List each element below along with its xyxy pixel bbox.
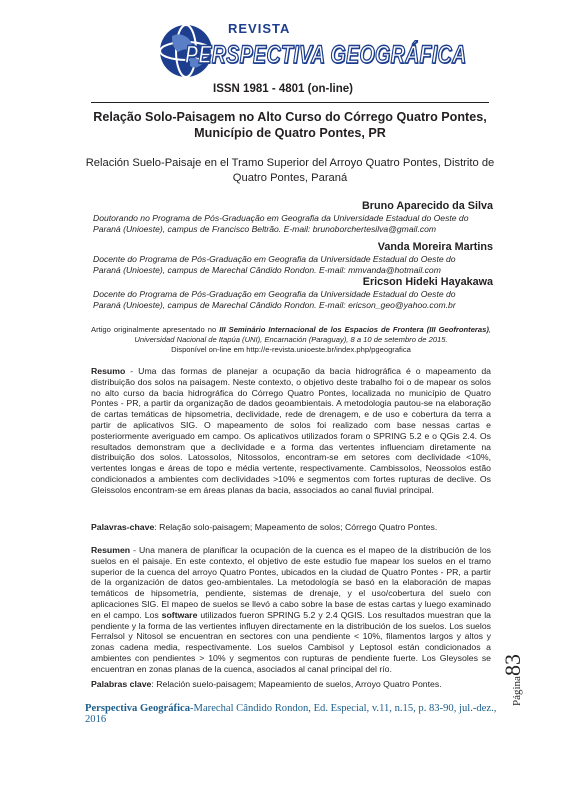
abstract-text: - Uma das formas de planejar a ocupação da bacia hidrográfica é o mapeamento da distribuição dos solos na paisagem. Neste contexto, o objetivo deste trabalho foi o de mapear os solos no alto curso da bacia hidrográfica do Córrego Quatro Pontes, localizada no município de Quatro Pontes - PR, a partir da organização de dados geoambientais. A metodologia pautou-se na elaboração de cartas temáticas de hipsometria, declividade, rede de drenagem, e de uso e cobertura da terra a partir de aplicativos SIG. O mapeamento de solos foi realizado com base nessas cartas e posteriormente averiguado em campo. Os aplicativos utilizados foram o SPRING 5.2 e o QGis 2.4. Os resultados demonstram que a declividade e a forma das vertentes influenciam diretamente na distribuição dos solos. Latossolos, Nitossolos, encontram-se em setores com declividade <10%, vertentes longas e áreas de topo e média vertente, respectivamente. Cambissolos, Neossolos estão condicionados a ambientes com declividades >10% e segmentos com fortes rupturas de declive. Os Gleissolos encontram-se em áreas planas da bacia, associados ao canal fluvial principal.: [91, 366, 491, 495]
note-prefix: Artigo originalmente apresentado no: [91, 325, 217, 334]
keywords-text: : Relação solo-paisagem; Mapeamento de solos; Córrego Quatro Pontes.: [154, 522, 438, 532]
logo-title-text: PERSPECTIVA GEOGRÁFICA: [185, 41, 467, 69]
page-label: Página: [511, 676, 523, 706]
abstract-es-software: software: [161, 609, 198, 620]
note-suffix: , Universidad Nacional de Itapúa (UNI), Encarnación (Paraguay), 8 a 10 de setembro de 2015.: [134, 325, 491, 344]
abstract-label: Resumo: [91, 366, 126, 376]
journal-footer: [85, 703, 505, 725]
article-title-spanish: [80, 156, 500, 185]
author-affiliation: [93, 254, 499, 276]
abstract-es-label: Resumen: [91, 545, 131, 555]
author-affiliation-line: Docente do Programa de Pós-Graduação em Geografia da Universidade Estadual do Oeste do: [93, 289, 456, 299]
keywords-label: Palavras-chave: [91, 522, 155, 532]
author-affiliation: [93, 213, 499, 235]
keywords-es-label: Palabras clave: [91, 679, 152, 689]
author-affiliation-line: Paraná (Unioeste), campus de Marechal Cândido Rondon. E-mail: ericson_geo@yahoo.com.br: [93, 300, 456, 310]
abstract-portuguese: [91, 366, 491, 496]
author-name: Vanda Moreira Martins: [377, 241, 493, 253]
logo-revista-text: REVISTA: [228, 21, 291, 36]
footer-citation: -Marechal Cândido Rondon, Ed. Especial, v.11, n.15, p. 83-90, jul.-dez., 2016: [85, 703, 497, 725]
article-title-line-1: Relação Solo-Paisagem no Alto Curso do Córrego Quatro Pontes,: [93, 110, 487, 124]
footer-journal-name: Perspectiva Geográfica: [85, 703, 191, 714]
keywords-es-text: : Relación suelo-paisagem; Mapeamiento de suelos, Arroyo Quatro Pontes.: [151, 679, 442, 689]
author-affiliation: [93, 289, 499, 311]
abstract-es-text-a: - Una manera de planificar la ocupación de la cuenca es el mapeo de la distribución de los suelos en el paisaje. En este contexto, el objetivo de este estudio fue mapear los suelos en el tramo superior de la cuenca del arroyo Quatro Pontes, ubicados en la ciudad de Quatro Pontes - PR, a partir de la organización de datos geo-ambientales. La metodología se basó en la elaboración de mapas temáticos de hipsometría, pendiente, sistemas de drenaje, y el uso/cobertura del suelo con aplicaciones SIG. El mapeo de suelos se llevó a cabo sobre la base de estas cartas y luego examinado en el campo. Los: [91, 545, 491, 620]
presentation-note: [91, 325, 491, 345]
author-affiliation-line: Paraná (Unioeste), campus de Marechal Cândido Rondon. E-mail: mmvanda@hotmail.com: [93, 265, 441, 275]
header-divider: [91, 102, 489, 103]
keywords-portuguese: [91, 522, 491, 533]
author-affiliation-line: Paraná (Unioeste), campus de Francisco Beltrão. E-mail: brunoborchertesilva@gmail.com: [93, 224, 437, 234]
author-affiliation-line: Docente do Programa de Pós-Graduação em Geografia da Universidade Estadual do Oeste do: [93, 254, 456, 264]
issn: ISSN 1981 - 4801 (on-line): [213, 83, 353, 95]
author-name: Ericson Hideki Hayakawa: [362, 276, 493, 288]
author-affiliation-line: Doutorando no Programa de Pós-Graduação em Geografia da Universidade Estadual do Oeste do: [93, 213, 469, 223]
abstract-spanish: [91, 545, 491, 675]
availability-note: Disponível on-line em http://e-revista.unioeste.br/index.php/pgeografica: [171, 345, 411, 354]
note-event: III Seminário Internacional de los Espacios de Frontera (III Geofronteras): [219, 325, 489, 334]
journal-logo: [150, 14, 495, 84]
article-title-es-line-1: Relación Suelo-Paisaje en el Tramo Superior del Arroyo Quatro Pontes, Distrito de: [85, 157, 495, 169]
page-number: 83: [500, 654, 525, 677]
keywords-spanish: [91, 679, 491, 690]
abstract-es-text-b: utilizados fueron SPRING 5.2 y 2.4 QGIS. Los resultados muestran que la pendiente y la forma de las vertientes influyen directamente en la distribución de los suelos. Los suelos Ferralsol y Nitosol se encuentran en sectores con una pendiente < 10%, filamentos largos y altos y zonas cadena media, respectivamente. Los suelos Cambisol y Leptosol están condicionados a ambientes con pendientes > 10% y segmentos con rupturas de pendiente fuerte. Los Gleysoles se encuentran en zonas planas de la cuenca, asociados al canal principal del río.: [91, 609, 491, 674]
author-name: Bruno Aparecido da Silva: [362, 200, 493, 212]
article-title: [80, 110, 500, 141]
article-title-es-line-2: Quatro Pontes, Paraná: [232, 171, 348, 184]
article-title-line-2: Município de Quatro Pontes, PR: [194, 125, 386, 140]
